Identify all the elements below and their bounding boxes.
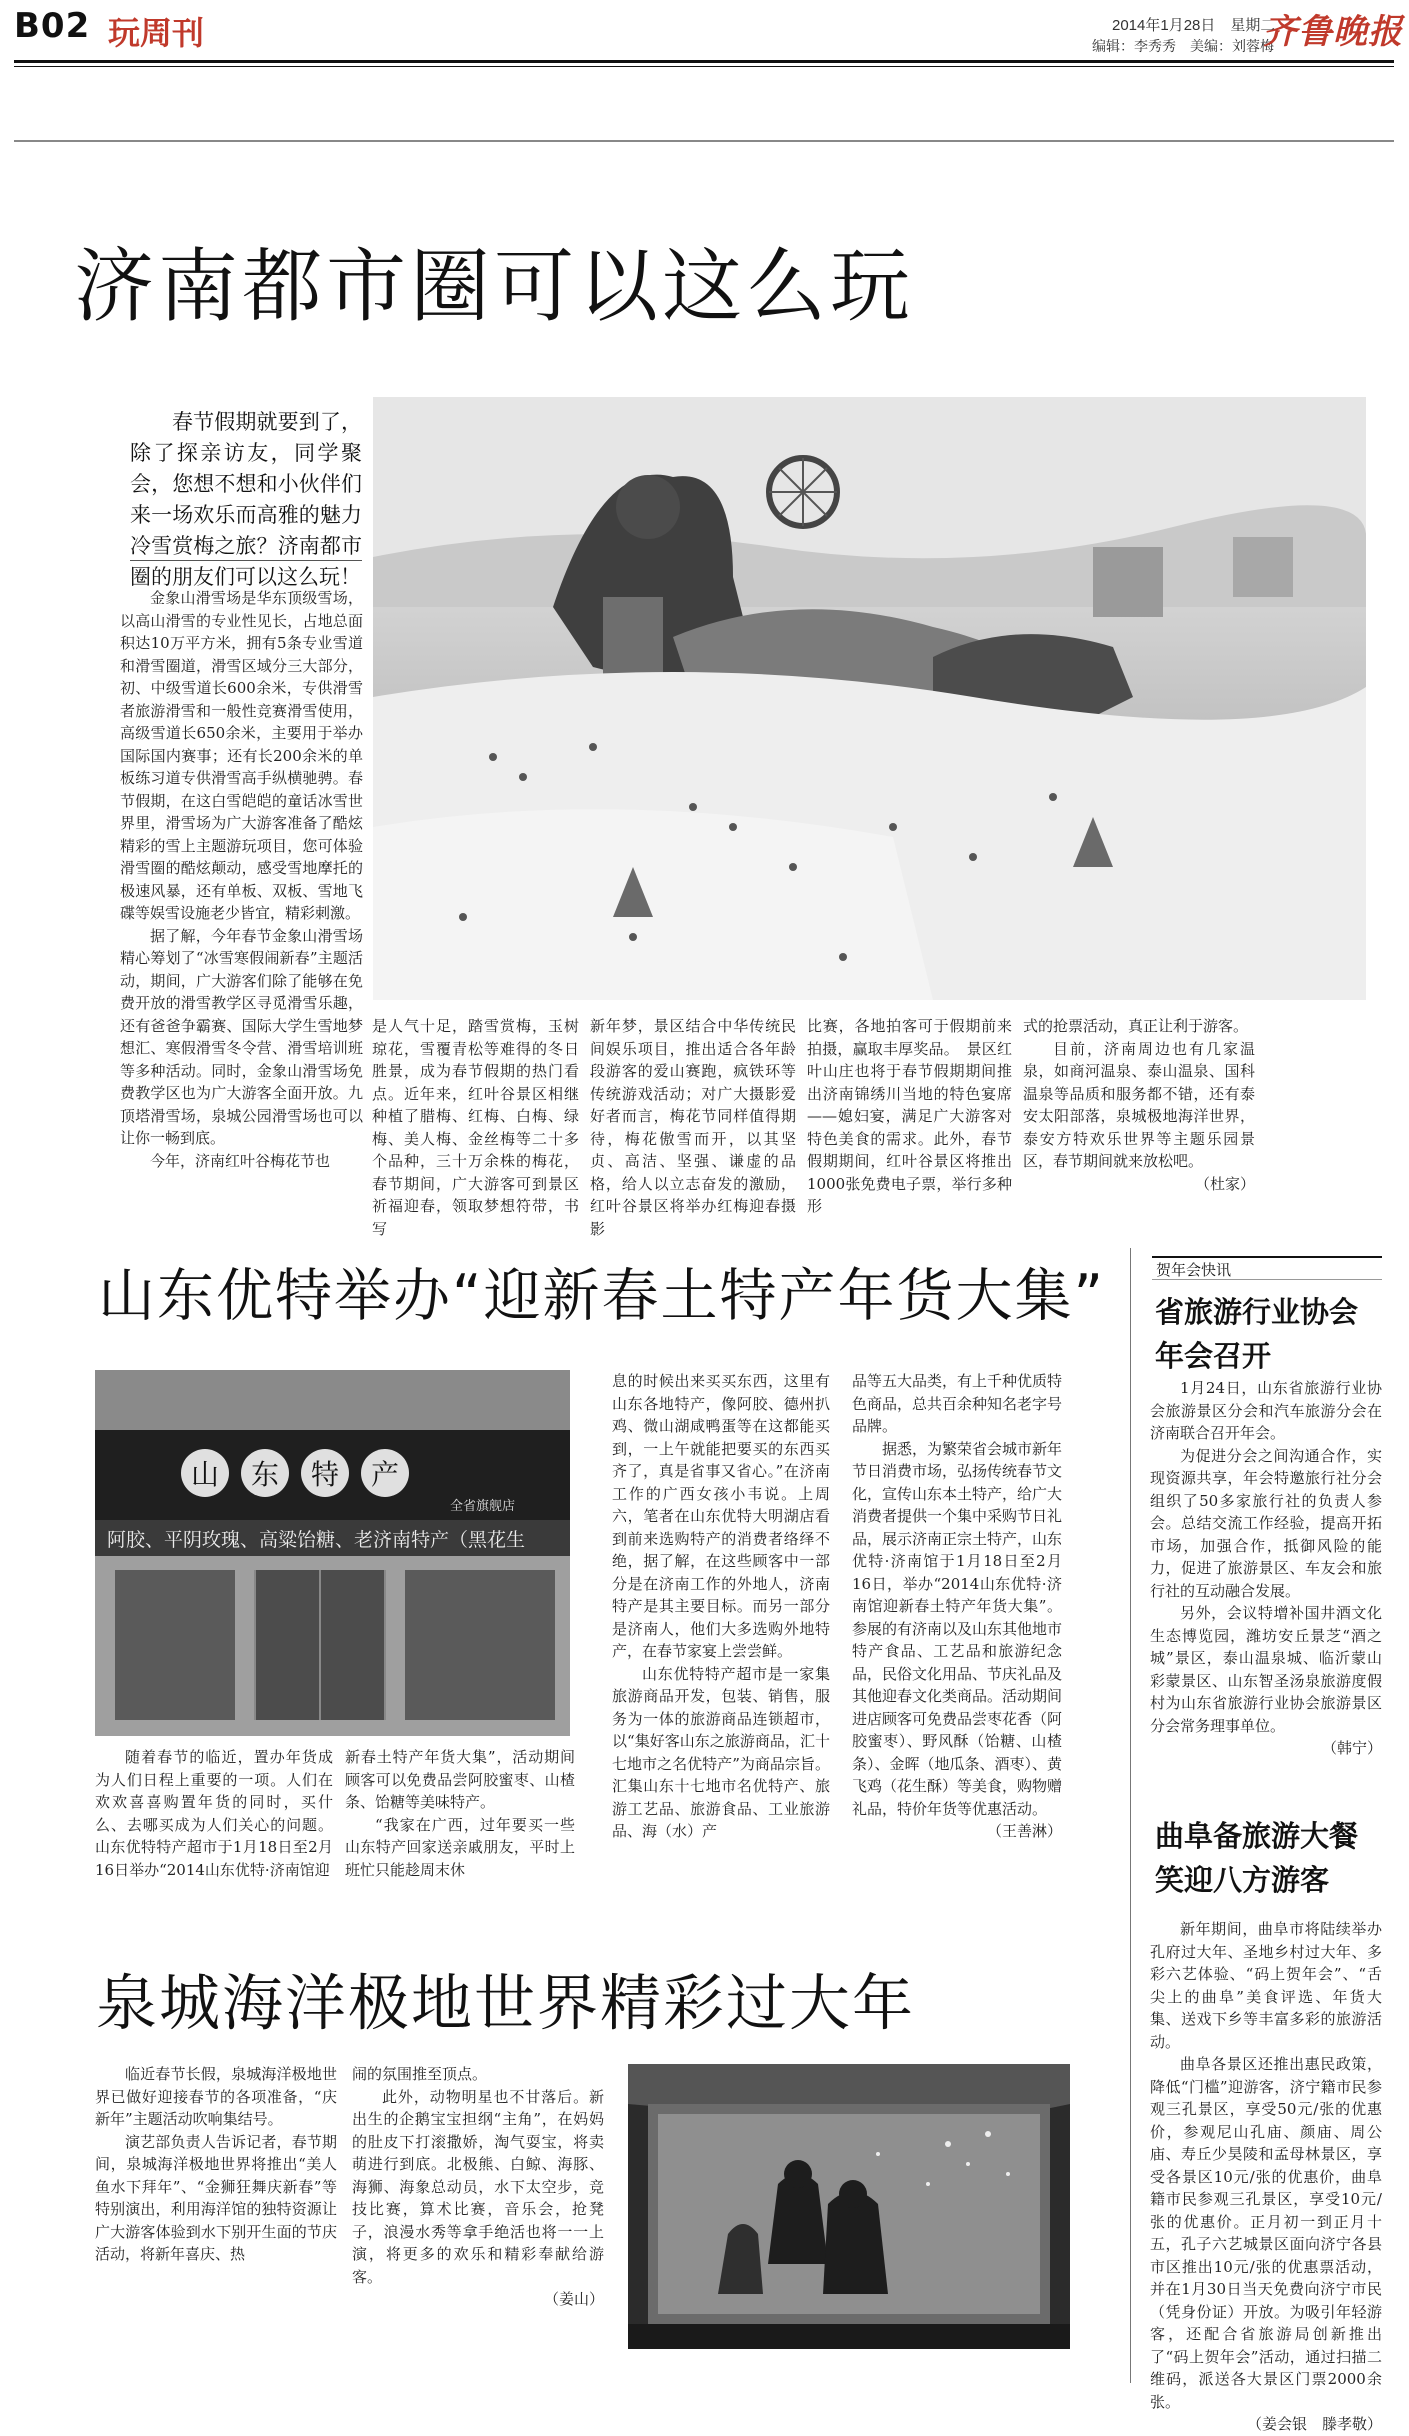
article1-lead: 春节假期就要到了，除了探亲访友，同学聚会，您想不想和小伙伴们来一场欢乐而高雅的魅力冷雪赏梅之旅？济南都市圈的朋友们可以这么玩！ — [130, 410, 362, 589]
header-rule — [14, 60, 1394, 63]
paragraph: 比赛，各地拍客可于假期前来拍摄，赢取丰厚奖品。 景区红叶山庄也将于春节假期期间推出济南锦绣川当地的特色宴席——媳妇宴，满足广大游客对特色美食的需求。此外，春节假期期间，红叶谷景区将推出1000张免费电子票，举行多种形 — [807, 1017, 1012, 1215]
article2-column-4 — [852, 1370, 1062, 1843]
paragraph: 息的时候出来买买东西，这里有山东各地特产，像阿胶、德州扒鸡、微山湖咸鸭蛋等在这都能买到，一上午就能把要买的东西买齐了，真是省事又省心。”在济南工作的广西女孩小韦说。上周六，笔者在山东优特大明湖店看到前来选购特产的消费者络绎不绝，据了解，在这些顾客中一部分是在济南工作的外地人，济南特产是其主要目标。而另一部分是济南人，他们大多选购外地特产，在春节家宴上尝尝鲜。 — [612, 1372, 830, 1660]
paragraph: 新年期间，曲阜市将陆续举办孔府过大年、圣地乡村过大年、多彩六艺体验、“码上贺年会”、“舌尖上的曲阜”美食评选、年货大集、送戏下乡等丰富多彩的旅游活动。 — [1150, 1920, 1382, 2051]
news1-headline: 省旅游行业协会年会召开 — [1155, 1295, 1359, 1373]
paragraph: 随着春节的临近，置办年货成为人们日程上重要的一项。人们在欢欢喜喜购置年货的同时，买什么、去哪买成为人们关心的问题。山东优特特产超市于1月18日至2月16日举办“2014山东优特·济南馆迎 — [95, 1748, 333, 1879]
news2-body — [1150, 1918, 1382, 2436]
aquarium-illustration — [628, 2064, 1070, 2349]
sign-small-text: 全省旗舰店 — [450, 1499, 516, 1514]
article1-column-3 — [590, 1015, 796, 1240]
sign-char: 山 — [190, 1458, 220, 1491]
sign-char: 特 — [310, 1458, 340, 1491]
paragraph: 临近春节长假，泉城海洋极地世界已做好迎接春节的各项准备，“庆新年”主题活动吹响集结号。 — [95, 2065, 337, 2128]
ski-resort-illustration — [373, 397, 1366, 1000]
byline: （杜家） — [1194, 1174, 1255, 1193]
article1-column-2 — [372, 1015, 579, 1240]
paragraph: 目前，济南周边也有几家温泉，如商河温泉、泰山温泉、国科温泉等品质和服务都不错，还有泰安太阳部落，泉城极地海洋世界，泰安方特欢乐世界等主题乐园景区，春节期间就来放松吧。 — [1023, 1039, 1255, 1170]
lead-divider — [130, 560, 362, 561]
paragraph: 式的抢票活动，真正让利于游客。 — [1023, 1017, 1249, 1035]
paragraph: 新春土特产年货大集”，活动期间顾客可以免费品尝阿胶蜜枣、山楂条、饴糖等美味特产。 — [345, 1748, 575, 1811]
article3-column-2 — [352, 2063, 604, 2311]
sidebar-tag: 贺年会快讯 — [1152, 1256, 1382, 1280]
paragraph: 为促进分会之间沟通合作，实现资源共享，年会特邀旅行社分会组织了50多家旅行社的负责人参会。总结交流工作经验，提高开拓市场，加强合作，抵御风险的能力，促进了旅游景区、车友会和旅行社的互动融合发展。 — [1150, 1446, 1382, 1600]
sign-char: 产 — [370, 1458, 400, 1491]
paragraph: 新年梦，景区结合中华传统民间娱乐项目，推出适合各年龄段游客的爱山赛跑，疯铁环等传统游戏活动；对广大摄影爱好者而言，梅花节同样值得期待，梅花傲雪而开，以其坚贞、高洁、坚强、谦虚的品格，给人以立志奋发的激励，红叶谷景区将举办红梅迎春摄影 — [590, 1017, 796, 1238]
paragraph: 此外，动物明星也不甘落后。新出生的企鹅宝宝担纲“主角”，在妈妈的肚皮下打滚撒娇，淘气耍宝，将卖萌进行到底。北极熊、白鲸、海豚、海狮、海象总动员，水下太空步，竞技比赛，算术比赛，音乐会，抢凳子，浪漫水秀等拿手绝活也将一一上演，将更多的欢乐和精彩奉献给游客。 — [352, 2087, 604, 2286]
article1-column-4 — [807, 1015, 1012, 1218]
aquarium-photo — [628, 2064, 1070, 2349]
paragraph: 金象山滑雪场是华东顶级雪场，以高山滑雪的专业性见长，占地总面积达10万平方米，拥有5条专业雪道和滑雪圈道，滑雪区域分三大部分，初、中级雪道长600余米，专供滑雪者旅游滑雪和一般性竞赛滑雪使用，高级雪道长650余米，主要用于举办国际国内赛事；还有长200余米的单板练习道专供滑雪高手纵横驰骋。春节假期，在这白雪皑皑的童话冰雪世界里，滑雪场为广大游客准备了酷炫精彩的雪上主题游玩项目，您可体验滑雪圈的酷炫颠动，感受雪地摩托的极速风暴，还有单板、双板、雪地飞碟等娱雪设施老少皆宜，精彩刺激。 — [120, 589, 363, 922]
article1-column-1 — [120, 587, 363, 1235]
article2-column-3 — [612, 1370, 830, 1843]
byline: （王善淋） — [986, 1822, 1062, 1840]
article3-headline: 泉城海洋极地世界精彩过大年 — [96, 1968, 916, 2039]
storefront-illustration — [95, 1370, 570, 1736]
paragraph: 据了解，今年春节金象山滑雪场精心筹划了“冰雪寒假闹新春”主题活动，期间，广大游客们除了能够在免费开放的滑雪教学区寻觅滑雪乐趣，还有爸爸争霸赛、国际大学生雪地梦想汇、寒假滑雪冬令营、滑雪培训班等多种活动。同时，金象山滑雪场免费教学区也为广大游客全面开放。九顶塔滑雪场，泉城公园滑雪场也可以让你一畅到底。 — [120, 926, 363, 1147]
newspaper-logo: 齐鲁晚报 — [1263, 12, 1403, 52]
page-code: B02 — [14, 6, 91, 46]
paragraph: 演艺部负责人告诉记者，春节期间，泉城海洋极地世界将推出“美人鱼水下拜年”、“金狮狂舞庆新春”等特别演出，利用海洋馆的独特资源让广大游客体验到水下别开生面的节庆活动，将新年喜庆、热 — [95, 2132, 337, 2263]
storefront-banner: 阿胶、平阴玫瑰、高粱饴糖、老济南特产（黑花生 — [107, 1529, 526, 1551]
paragraph: 另外，会议特增补国井酒文化生态博览园，潍坊安丘景芝“酒之城”景区，泰山温泉城、临沂蒙山彩蒙景区、山东智圣汤泉旅游度假村为山东省旅游行业协会旅游景区分会常务理事单位。 — [1150, 1604, 1382, 1735]
article1-column-5 — [1023, 1015, 1255, 1195]
paragraph: 1月24日，山东省旅游行业协会旅游景区分会和汽车旅游分会在济南联合召开年会。 — [1150, 1379, 1382, 1442]
paragraph: 是人气十足，踏雪赏梅，玉树琼花，雪覆青松等难得的冬日胜景，成为春节假期的热门看点。近年来，红叶谷景区相继种植了腊梅、红梅、白梅、绿梅、美人梅、金丝梅等二十多个品种，三十万余株的梅花，春节期间，广大游客可到景区祈福迎春，领取梦想符带，书写 — [372, 1017, 579, 1238]
ski-resort-photo — [373, 397, 1366, 1000]
byline: （韩宁） — [1321, 1739, 1382, 1757]
sign-char: 东 — [250, 1458, 280, 1491]
article3-column-1 — [95, 2063, 337, 2266]
paragraph: 曲阜各景区还推出惠民政策，降低“门槛”迎游客，济宁籍市民参观三孔景区，享受50元/张的优惠价，参观尼山孔庙、颜庙、周公庙、寿丘少昊陵和孟母林景区，享受各景区10元/张的优惠价，曲阜籍市民参观三孔景区，享受10元/张的优惠价。正月初一到正月十五，孔子六艺城景区面向济宁各县市区推出10元/张的优惠票活动，并在1月30日当天免费向济宁市民（凭身份证）开放。为吸引年轻游客，还配合省旅游局创新推出了“码上贺年会”活动，通过扫描二维码，派送各大景区门票2000余张。 — [1150, 2055, 1382, 2411]
paragraph: 品等五大品类，有上千种优质特色商品，总共百余种知名老字号品牌。 — [852, 1372, 1063, 1435]
paragraph: 山东优特特产超市是一家集旅游商品开发，包装、销售，服务为一体的旅游商品连锁超市，以“集好客山东之旅游商品，汇十七地市之名优特产”为商品宗旨。汇集山东十七地市名优特产、旅游工艺品、旅游食品、工业旅游品、海（水）产 — [612, 1664, 830, 1840]
section-name: 玩周刊 — [108, 14, 205, 52]
paragraph: 闹的氛围推至顶点。 — [352, 2065, 488, 2083]
paragraph: “我家在广西，过年要买一些山东特产回家送亲戚朋友，平时上班忙只能趁周末休 — [345, 1815, 575, 1879]
article1-headline: 济南都市圈可以这么玩 — [74, 240, 914, 333]
paragraph: 今年，济南红叶谷梅花节也 — [150, 1151, 331, 1170]
issue-date: 2014年1月28日 星期二 — [1112, 17, 1276, 34]
sidebar-divider — [1130, 1248, 1131, 2383]
paragraph: 据悉，为繁荣省会城市新年节日消费市场，弘扬传统春节文化，宣传山东本土特产，给广大消费者提供一个集中采购节日礼品，展示济南正宗土特产，山东优特·济南馆于1月18日至2月16日，举办“2014山东优特·济南馆迎新春土特产年货大集”。参展的有济南以及山东其他地市特产食品、工艺品和旅游纪念品，民俗文化用品、节庆礼品及其他迎春文化类商品。活动期间进店顾客可免费品尝枣花香（阿胶蜜枣）、野风酥（饴糖、山楂条）、金晖（地瓜条、酒枣）、黄飞鸡（花生酥）等美食，购物赠礼品，特价年货等优惠活动。 — [852, 1439, 1063, 1818]
storefront-photo — [95, 1370, 570, 1736]
article2-column-1 — [95, 1746, 333, 1881]
news1-body — [1150, 1377, 1382, 1760]
article2-column-2 — [345, 1746, 575, 1881]
news2-headline: 曲阜备旅游大餐笑迎八方游客 — [1155, 1819, 1359, 1897]
byline: （姜山） — [543, 2290, 604, 2308]
article2-headline: 山东优特举办“迎新春土特产年货大集” — [98, 1263, 1106, 1329]
body-top-rule — [14, 140, 1394, 142]
header-rule-thin — [14, 66, 1394, 67]
byline: （姜会银 滕孝敬） — [1246, 2415, 1382, 2433]
editor-credits: 编辑：李秀秀 美编：刘蓉梅 — [1092, 38, 1274, 54]
